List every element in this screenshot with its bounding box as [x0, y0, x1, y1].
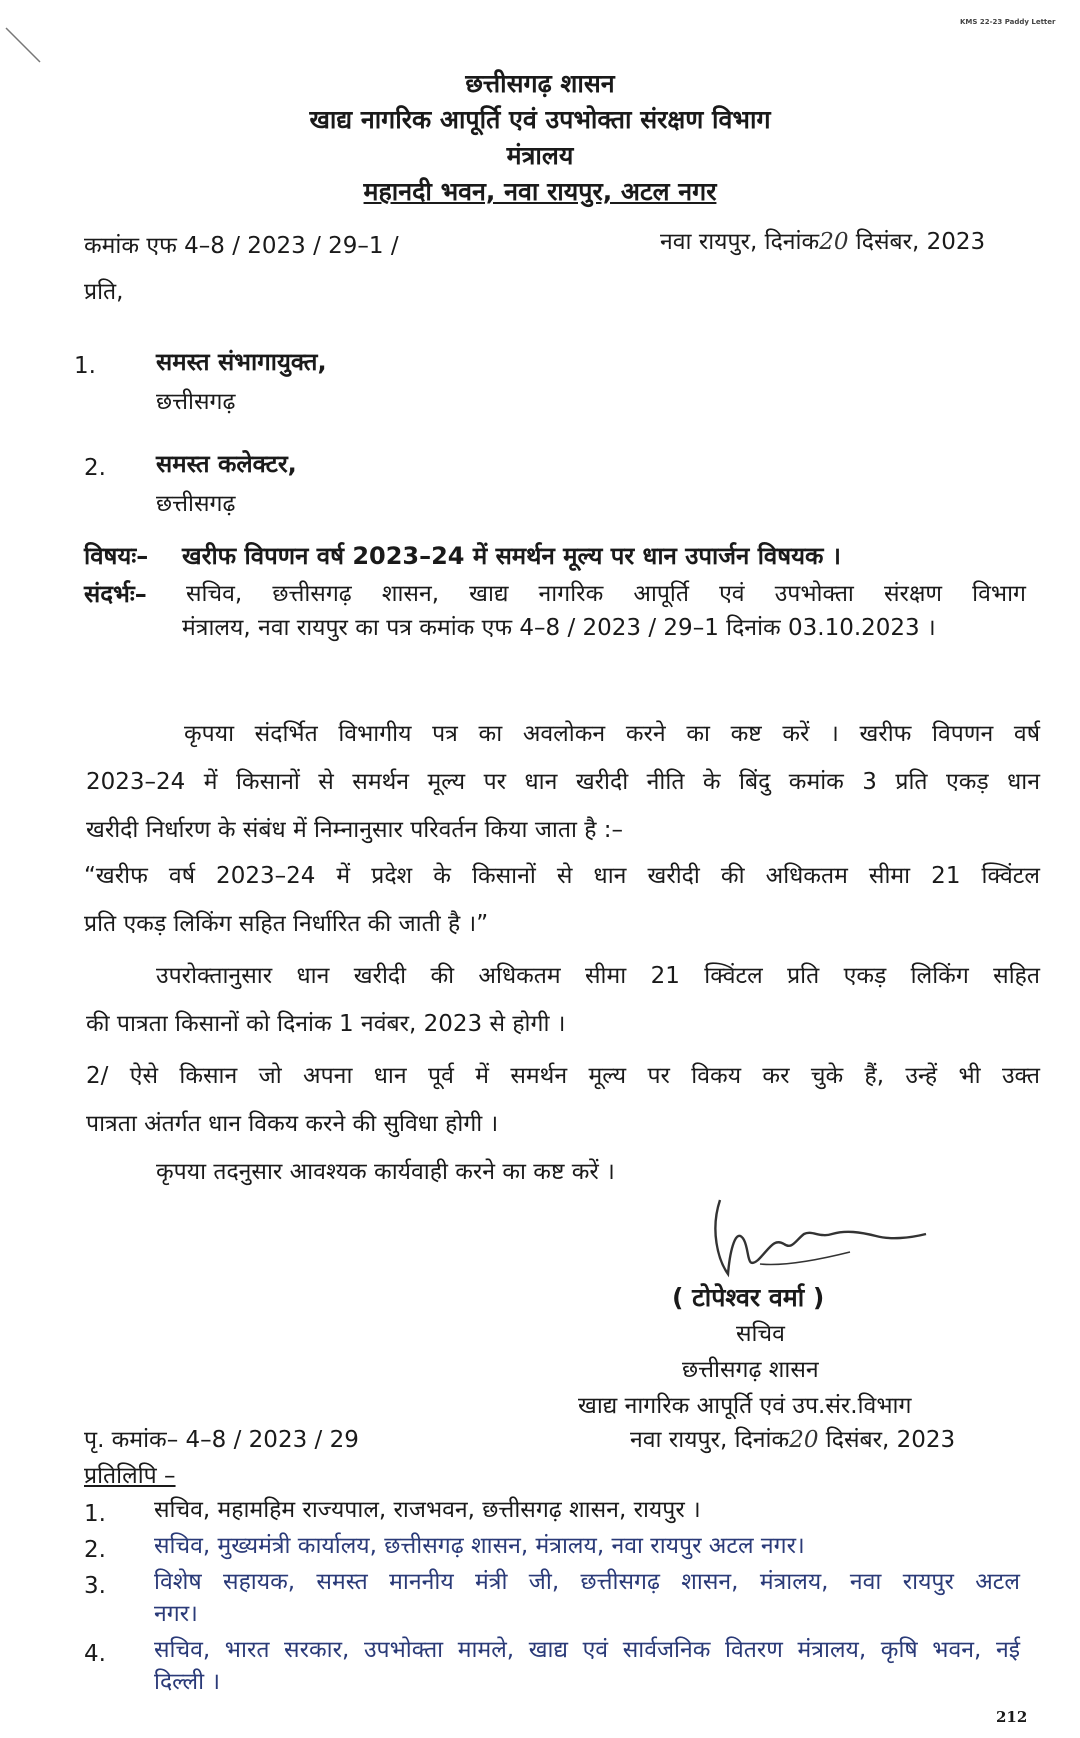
recipient-1-num: 1.	[74, 353, 96, 379]
copy-4-num: 4.	[84, 1641, 106, 1667]
header-address: महानदी भवन, नवा रायपुर, अटल नगर	[363, 177, 717, 206]
signatory-org-1: छत्तीसगढ़ शासन	[682, 1357, 819, 1383]
endorsement-number: पृ. कमांक– 4–8 / 2023 / 29	[84, 1427, 359, 1453]
header-line-1: छत्तीसगढ़ शासन	[465, 69, 615, 98]
header-line-2: खाद्य नागरिक आपूर्ति एवं उपभोक्ता संरक्षण विभाग	[309, 105, 771, 134]
copy-3-line-1	[154, 1566, 1020, 1598]
copy-2-line-1: सचिव, मुख्यमंत्री कार्यालय, छत्तीसगढ़ शासन, मंत्रालय, नवा रायपुर अटल नगर।	[154, 1533, 805, 1559]
subject-text: खरीफ विपणन वर्ष 2023–24 में समर्थन मूल्य पर धान उपार्जन विषयक ।	[182, 542, 841, 570]
endorsement-date	[630, 1424, 955, 1456]
reference-line-1	[186, 578, 1026, 610]
ref-number: कमांक एफ 4–8 / 2023 / 29–1 /	[84, 233, 399, 259]
page-number: 212	[996, 1708, 1028, 1726]
body-para-4: कृपया तदनुसार आवश्यक कार्यवाही करने का कष्ट करें ।	[156, 1159, 615, 1185]
para-2-line-2: की पात्रता किसानों को दिनांक 1 नवंबर, 2023 से होगी ।	[86, 1011, 566, 1037]
copy-3-num: 3.	[84, 1573, 106, 1599]
quote-line-2: प्रति एकड़ लिकिंग सहित निर्धारित की जाती है ।”	[84, 911, 489, 937]
subject-label: विषयः–	[84, 542, 149, 570]
copy-3-line-2: नगर।	[154, 1601, 198, 1627]
para-1-line-3: खरीदी निर्धारण के संबंध में निम्नानुसार परिवर्तन किया जाता है :–	[86, 817, 623, 843]
top-right-label: KMS 22-23 Paddy Letter	[960, 18, 1056, 26]
signature-scribble	[700, 1190, 940, 1290]
header-line-4	[0, 174, 1080, 208]
para-3-line-1: 2/ ऐसे किसान जो अपना धान पूर्व में समर्थन मूल्य पर विकय कर चुके हैं, उन्हें भी उक्त	[86, 1063, 1040, 1089]
header-line-3: मंत्रालय	[506, 141, 574, 170]
quote-line-1: “खरीफ वर्ष 2023–24 में प्रदेश के किसानों से धान खरीदी की अधिकतम सीमा 21 क्विंटल	[84, 863, 1040, 889]
ref-date-day: 20	[819, 229, 849, 255]
copy-3-text-1: विशेष सहायक, समस्त माननीय मंत्री जी, छत्तीसगढ़ शासन, मंत्रालय, नवा रायपुर अटल	[154, 1569, 1020, 1595]
signatory-org-2: खाद्य नागरिक आपूर्ति एवं उप.संर.विभाग	[578, 1393, 912, 1419]
recipient-1-place: छत्तीसगढ़	[156, 389, 236, 415]
ref-date-suffix: दिसंबर, 2023	[848, 229, 986, 255]
ref-date	[660, 226, 985, 258]
para-1-line-2: 2023–24 में किसानों से समर्थन मूल्य पर धान खरीदी नीति के बिंदु कमांक 3 प्रति एकड़ धान	[86, 769, 1040, 795]
para-3-line-2: पात्रता अंतर्गत धान विकय करने की सुविधा होगी ।	[86, 1111, 499, 1137]
endorsement-date-day: 20	[789, 1427, 819, 1453]
reference-label: संदर्भः–	[84, 580, 147, 608]
copy-label: प्रतिलिपि –	[84, 1463, 176, 1489]
body-para-1	[86, 710, 1040, 854]
recipient-2-name: समस्त कलेक्टर,	[156, 450, 297, 478]
recipient-1-name: समस्त संभागायुक्त,	[156, 348, 327, 376]
copy-4-line-1	[154, 1634, 1020, 1666]
body-quote	[84, 852, 1040, 948]
signatory-title: सचिव	[736, 1321, 785, 1347]
to-label: प्रति,	[84, 279, 124, 305]
body-para-3	[86, 1052, 1040, 1148]
reference-text-1: सचिव, छत्तीसगढ़ शासन, खाद्य नागरिक आपूर्ति एवं उपभोक्ता संरक्षण विभाग	[186, 581, 1026, 607]
copy-4-line-2: दिल्ली ।	[154, 1669, 221, 1695]
copy-1-num: 1.	[84, 1501, 106, 1527]
copy-1-line-1: सचिव, महामहिम राज्यपाल, राजभवन, छत्तीसगढ़ शासन, रायपुर ।	[154, 1497, 701, 1523]
endorsement-date-prefix: नवा रायपुर, दिनांक	[630, 1427, 790, 1453]
endorsement-date-suffix: दिसंबर, 2023	[818, 1427, 956, 1453]
ref-date-prefix: नवा रायपुर, दिनांक	[660, 229, 820, 255]
para-1-line-1: कृपया संदर्भित विभागीय पत्र का अवलोकन करने का कष्ट करें । खरीफ विपणन वर्ष	[184, 721, 1040, 747]
recipient-2-num: 2.	[84, 455, 106, 481]
recipient-2-place: छत्तीसगढ़	[156, 491, 236, 517]
copy-4-text-1: सचिव, भारत सरकार, उपभोक्ता मामले, खाद्य एवं सार्वजनिक वितरण मंत्रालय, कृषि भवन, नई	[154, 1637, 1020, 1663]
body-para-2	[86, 952, 1040, 1048]
copy-2-num: 2.	[84, 1537, 106, 1563]
signatory-name: ( टोपेश्वर वर्मा )	[672, 1283, 825, 1312]
para-2-line-1: उपरोक्तानुसार धान खरीदी की अधिकतम सीमा 21 क्विंटल प्रति एकड़ लिकिंग सहित	[156, 963, 1040, 989]
reference-line-2: मंत्रालय, नवा रायपुर का पत्र कमांक एफ 4–8 / 2023 / 29–1 दिनांक 03.10.2023 ।	[182, 615, 936, 641]
